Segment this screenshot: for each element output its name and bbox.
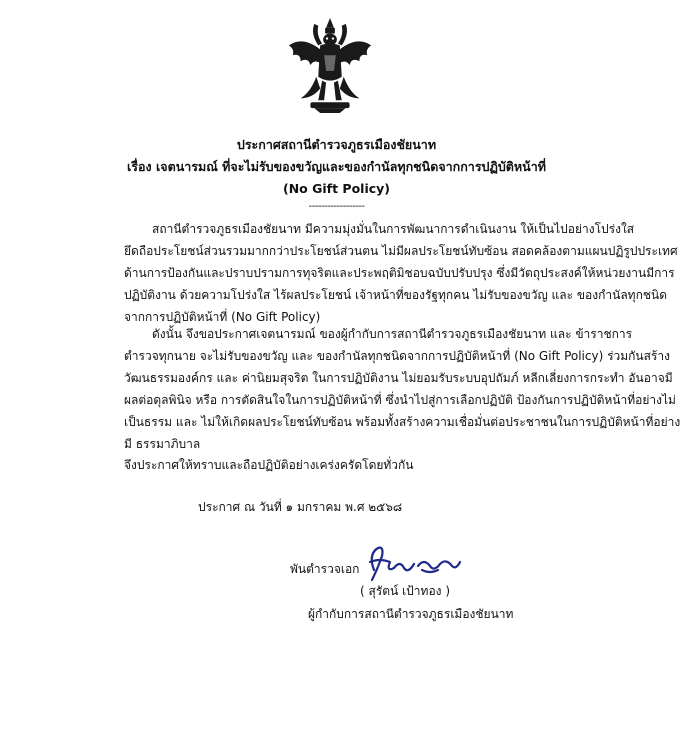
handwritten-signature [360, 540, 464, 584]
paragraph-3-line-1: จึงประกาศให้ทราบและถือปฏิบัติอย่างเคร่งครัดโดยทั่วกัน [124, 458, 414, 472]
paragraph-2-line-4: ผลต่อดุลพินิจ หรือ การตัดสินใจในการปฏิบัติหน้าที่ ซึ่งนำไปสู่การเลือกปฏิบัติ ป้องกันการปฏิบัติหน้าที่อย่างไม่ [124, 393, 676, 407]
paragraph-1-line-4: ปฏิบัติงาน ด้วยความโปร่งใส ไร้ผลประโยชน์ เจ้าหน้าที่ของรัฐทุกคน ไม่รับของขวัญ และ ของกำนัลทุกชนิด [124, 288, 667, 302]
paragraph-1-line-2: ยึดถือประโยชน์ส่วนรวมมากกว่าประโยชน์ส่วนตน ไม่มีผลประโยชน์ทับซ้อน สอดคล้องตามแผนปฏิรูปประเทศ [124, 244, 678, 258]
paragraph-1 [124, 218, 678, 328]
paragraph-2-line-5: เป็นธรรม และ ไม่ให้เกิดผลประโยชน์ทับซ้อน พร้อมทั้งสร้างความเชื่อมั่นต่อประชาชนในการปฏิบัติหน้าที่อย่าง [124, 415, 680, 429]
paragraph-2-line-6: มี ธรรมาภิบาล [124, 437, 201, 451]
title-line-1: ประกาศสถานีตำรวจภูธรเมืองชัยนาท [236, 137, 437, 152]
paragraph-1-line-3: ด้านการป้องกันและปราบปรามการทุจริตและประพฤติมิชอบฉบับปรับปรุง ซึ่งมีวัตถุประสงค์ให้หน่วยงานมีการ [124, 266, 675, 280]
signer-rank: พันตำรวจเอก [290, 562, 360, 576]
paragraph-2-line-1: ดังนั้น จึงขอประกาศเจตนารมณ์ ของผู้กำกับการสถานีตำรวจภูธรเมืองชัยนาท และ ข้าราชการ [152, 327, 633, 341]
signer-name: ( สุรัตน์ เป้าทอง ) [360, 584, 451, 598]
paragraph-2-line-2: ตำรวจทุกนาย จะไม่รับของขวัญ และ ของกำนัลทุกชนิดจากการปฏิบัติหน้าที่ (No Gift Policy) ร่วมกันสร้าง [124, 349, 671, 363]
separator: ------------------ [308, 201, 365, 212]
garuda-emblem-icon [281, 16, 379, 114]
paragraph-2 [124, 323, 680, 455]
paragraph-1-line-1: สถานีตำรวจภูธรเมืองชัยนาท มีความมุ่งมั่นในการพัฒนาการดำเนินงาน ให้เป็นไปอย่างโปร่งใส [152, 222, 635, 236]
title-line-2: เรื่อง เจตนารมณ์ ที่จะไม่รับของขวัญและของกำนัลทุกชนิดจากการปฏิบัติหน้าที่ [127, 159, 546, 174]
paragraph-3 [124, 454, 610, 476]
signer-position: ผู้กำกับการสถานีตำรวจภูธรเมืองชัยนาท [308, 607, 514, 621]
paragraph-2-line-3: วัฒนธรรมองค์กร และ ค่านิยมสุจริต ในการปฏิบัติงาน ไม่ยอมรับระบบอุปถัมภ์ หลีกเลี่ยงการกระทำ อันอาจมี [124, 371, 673, 385]
announcement-date: ประกาศ ณ วันที่ ๑ มกราคม พ.ศ ๒๕๖๘ [198, 500, 403, 514]
title-line-3: (No Gift Policy) [282, 181, 390, 196]
paragraph-1-line-5: จากการปฏิบัติหน้าที่ (No Gift Policy) [124, 310, 321, 324]
